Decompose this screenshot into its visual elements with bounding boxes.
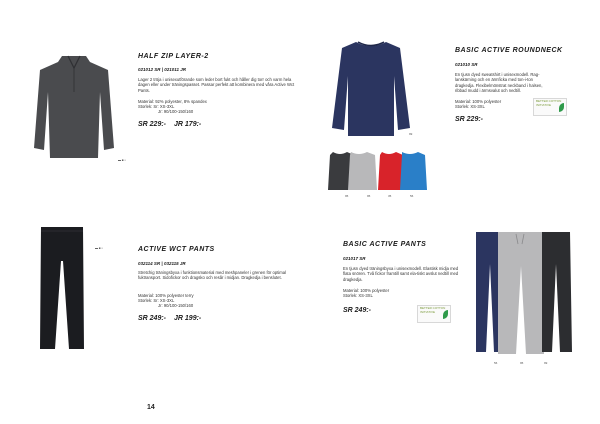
sustainability-badge [533,98,567,116]
color-variants-row [328,150,428,192]
product-price-basic-pants: SR 249:- [343,307,372,314]
product-sizes-jr-wct-pants: Jr: 90/100-150/160 [158,303,194,308]
price-jr: JR 199:- [174,315,202,322]
product-title-basic-pants: BASIC ACTIVE PANTS [343,241,427,248]
product-sizes-jr-half-zip: Jr: 90/100-150/160 [158,109,194,114]
badge-text: BETTER COTTON INITIATIVE [420,306,446,314]
swatch-label-roundneck: 99 [409,132,413,136]
badge-text: BETTER COTTON INITIATIVE [536,99,562,107]
product-price-roundneck: SR 229:- [455,116,484,123]
variant-code-2: 95 [367,194,371,198]
product-description-wct-pants: Stretchig träningsbyxa i funktionsmaterial med meshpaneler i grenen för optimal fuktransport. Sidofickor och dragsko och resår i midjan. Dragkedja i benslutet. [138,270,287,281]
leaf-icon [559,103,564,112]
price-sr: SR 229:- [138,121,167,128]
product-price-half-zip [138,121,201,128]
sustainability-badge-2 [417,305,451,323]
product-material-wct-pants: Material: 100% polyester terry [138,293,194,298]
pants-charcoal [542,232,572,352]
variant-code-1: 95 [345,194,349,198]
product-sizes-basic-pants: Storlek: XS-3XL [343,293,373,298]
variant-blue [400,152,427,190]
product-code-wct-pants: 032114 SR | 032115 JR [138,261,186,266]
product-material-basic-pants: Material: 100% polyester [343,288,390,293]
product-code-roundneck: 021010 SR [455,62,478,67]
leaf-icon [443,310,448,319]
product-code-basic-pants: 021017 SR [343,256,366,261]
product-title-wct-pants: ACTIVE WCT PANTS [138,246,215,253]
price-jr: JR 179:- [174,121,202,128]
product-material-half-zip: Material: 92% polyester, 8% spandex [138,99,207,104]
page-number: 14 [147,404,155,411]
product-material-roundneck: Material: 100% polyester [455,99,502,104]
variant-code-3: 35 [388,194,392,198]
swatch-label-half-zip: ▬ ■ ▪ [118,158,126,162]
product-code-half-zip: 021012 SR | 021011 JR [138,67,186,72]
variant-code-pants-1: 56 [494,361,498,365]
variant-code-pants-2: 95 [520,361,524,365]
product-title-half-zip: HALF ZIP LAYER-2 [138,53,209,60]
price-sr: SR 249:- [138,315,167,322]
variant-grey [348,152,377,190]
swatch-label-wct: ▬ ■ ▪ [95,246,103,250]
product-sizes-roundneck: Storlek: XS-3XL [455,104,485,109]
half-zip-jacket-image [34,52,114,162]
product-title-roundneck: BASIC ACTIVE ROUNDNECK [455,47,563,54]
wct-pants-image [38,225,86,351]
variant-code-pants-3: 99 [544,361,548,365]
product-sizes-half-zip: Storlek: Sr: XS-3XL [138,104,175,109]
product-price-wct-pants [138,315,201,322]
variant-code-4: 56 [410,194,414,198]
product-description-half-zip: Lager 2 tröja i unisexutförande som leder bort fukt och håller dig torr och varm hela dagen eller under träningspasset. Passar perfekt att kombinera med våra Active Wct Pants. [138,77,295,93]
pants-grey [498,232,544,354]
product-description-basic-pants: En tjusn dyed träningsbyxa i unisexmodell. Elastisk midja med flata snören. Två fickor framtill samt ela-tiskt avslut nedtill med dragkedja. [343,266,459,282]
roundneck-sweatshirt-image [330,40,412,138]
product-description-roundneck: En tjusn dyed sweatshirt i unisexmodell. Rag-lanskärning och en ärmficka med ton-i-ton dragkedja. Flexibelmönstrat neckband i halsen, ribbad mudd i ärmsvalut och nedtill. [455,72,543,94]
basic-pants-image [474,230,574,356]
product-sizes-wct-pants: Storlek: Sr: XS-3XL [138,298,175,303]
